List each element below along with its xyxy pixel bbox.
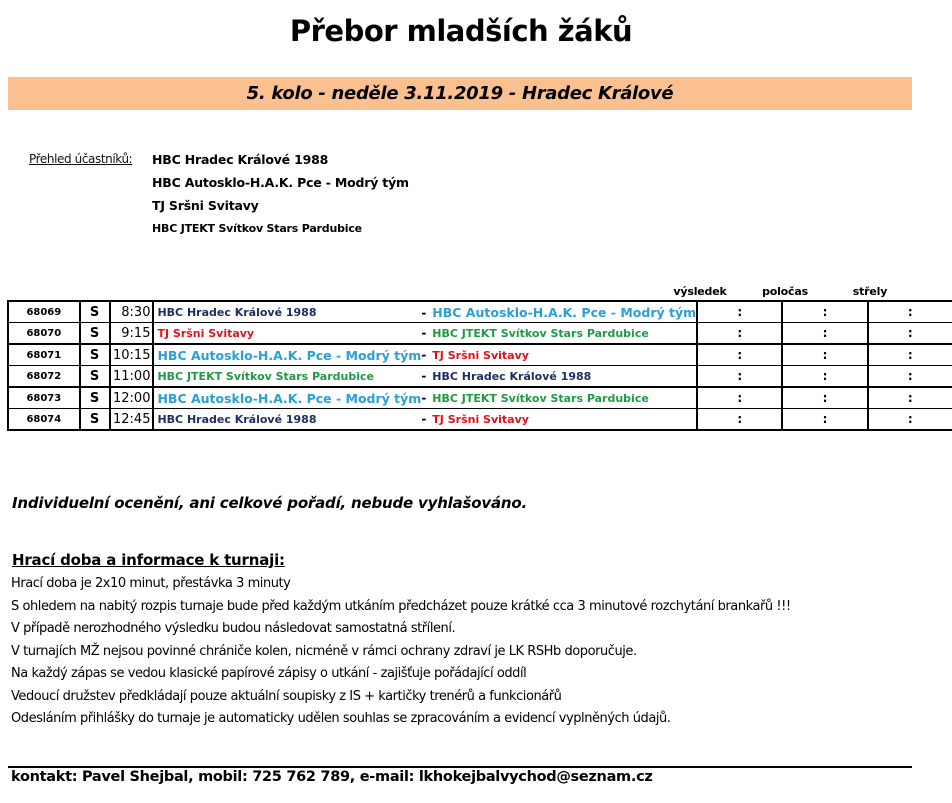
match-category: S	[80, 344, 110, 366]
match-category: S	[80, 323, 110, 345]
match-category: S	[80, 409, 110, 431]
info-heading: Hrací doba a informace k turnaji:	[12, 551, 285, 569]
halftime-cell: :	[782, 366, 867, 388]
shots-cell: :	[868, 409, 952, 431]
round-banner: 5. kolo - neděle 3.11.2019 - Hradec Králové	[8, 77, 912, 110]
schedule-table	[7, 300, 952, 431]
match-time: 10:15	[110, 344, 154, 366]
home-team: HBC Hradec Králové 1988	[153, 409, 421, 431]
home-team: HBC Autosklo-H.A.K. Pce - Modrý tým	[153, 387, 421, 409]
info-line: V případě nerozhodného výsledku budou následovat samostatná střílení.	[11, 621, 456, 636]
halftime-cell: :	[782, 409, 867, 431]
result-cell: :	[697, 323, 782, 345]
home-team: HBC JTEKT Svítkov Stars Pardubice	[153, 366, 421, 388]
halftime-cell: :	[782, 344, 867, 366]
column-header-halftime: poločas	[762, 285, 808, 298]
home-team: TJ Sršni Svitavy	[153, 323, 421, 345]
match-time: 8:30	[110, 301, 154, 323]
away-cell	[421, 301, 697, 323]
match-category: S	[80, 387, 110, 409]
result-cell: :	[697, 301, 782, 323]
away-cell	[421, 409, 697, 431]
match-id: 68074	[8, 409, 80, 431]
separator: -	[421, 305, 427, 320]
away-team: HBC JTEKT Svítkov Stars Pardubice	[432, 327, 649, 340]
separator: -	[421, 348, 427, 362]
page-title: Přebor mladších žáků	[289, 14, 633, 48]
away-cell	[421, 344, 697, 366]
shots-cell: :	[868, 323, 952, 345]
info-line: Odesláním přihlášky do turnaje je automaticky udělen souhlas se zpracováním a evidencí vyplněných údajů.	[11, 711, 671, 726]
away-team: HBC Hradec Králové 1988	[432, 370, 592, 383]
halftime-cell: :	[782, 387, 867, 409]
away-team: HBC Autosklo-H.A.K. Pce - Modrý tým	[432, 304, 697, 320]
match-id: 68071	[8, 344, 80, 366]
participant-item: HBC JTEKT Svítkov Stars Pardubice	[152, 222, 362, 235]
halftime-cell: :	[782, 323, 867, 345]
column-header-shots: střely	[852, 285, 888, 298]
result-cell: :	[697, 344, 782, 366]
table-row	[8, 323, 952, 345]
info-line: S ohledem na nabitý rozpis turnaje bude před každým utkáním předcházet pouze krátké cca 3 minutové rozchytání brankařů !!!	[11, 598, 791, 614]
separator: -	[421, 391, 427, 405]
shots-cell: :	[868, 301, 952, 323]
away-team: TJ Sršni Svitavy	[432, 349, 529, 362]
table-row	[8, 409, 952, 431]
match-time: 12:45	[110, 409, 154, 431]
participants-list	[152, 151, 409, 243]
separator: -	[421, 412, 427, 426]
result-cell: :	[697, 409, 782, 431]
match-time: 11:00	[110, 366, 154, 388]
halftime-cell: :	[782, 301, 867, 323]
awards-note: Individuelní ocenění, ani celkové pořadí, nebude vyhlašováno.	[12, 494, 527, 512]
participants-label: Přehled účastníků:	[29, 152, 133, 166]
separator: -	[421, 369, 427, 383]
match-time: 9:15	[110, 323, 154, 345]
participant-item: TJ Sršni Svitavy	[152, 198, 259, 213]
home-team: HBC Hradec Králové 1988	[153, 301, 421, 323]
shots-cell: :	[868, 344, 952, 366]
table-row	[8, 366, 952, 388]
table-row	[8, 301, 952, 323]
info-line: V turnajích MŽ nejsou povinné chrániče kolen, nicméně v rámci ochrany zdraví je LK RSHb doporučuje.	[11, 643, 637, 659]
match-time: 12:00	[110, 387, 154, 409]
table-row	[8, 387, 952, 409]
away-cell	[421, 366, 697, 388]
info-line: Na každý zápas se vedou klasické papírové zápisy o utkání - zajišťuje pořádající oddíl	[11, 666, 527, 681]
info-line: Hrací doba je 2x10 minut, přestávka 3 minuty	[11, 576, 291, 591]
match-category: S	[80, 301, 110, 323]
match-id: 68073	[8, 387, 80, 409]
shots-cell: :	[868, 366, 952, 388]
column-header-result: výsledek	[673, 285, 727, 298]
shots-cell: :	[868, 387, 952, 409]
match-id: 68069	[8, 301, 80, 323]
participant-item: HBC Autosklo-H.A.K. Pce - Modrý tým	[152, 175, 409, 190]
separator: -	[421, 326, 427, 340]
footer-divider	[8, 766, 912, 768]
info-line: Vedoucí družstev předkládají pouze aktuální soupisky z IS + kartičky trenérů a funkcionářů	[11, 688, 562, 704]
result-cell: :	[697, 387, 782, 409]
participant-item: HBC Hradec Králové 1988	[152, 152, 329, 167]
match-category: S	[80, 366, 110, 388]
away-cell	[421, 323, 697, 345]
away-cell	[421, 387, 697, 409]
away-team: HBC JTEKT Svítkov Stars Pardubice	[432, 392, 649, 405]
info-list	[11, 574, 791, 732]
match-id: 68072	[8, 366, 80, 388]
contact-info: kontakt: Pavel Shejbal, mobil: 725 762 789, e-mail: lkhokejbalvychod@seznam.cz	[11, 769, 653, 785]
away-team: TJ Sršni Svitavy	[432, 413, 529, 426]
table-row	[8, 344, 952, 366]
home-team: HBC Autosklo-H.A.K. Pce - Modrý tým	[153, 344, 421, 366]
match-id: 68070	[8, 323, 80, 345]
result-cell: :	[697, 366, 782, 388]
